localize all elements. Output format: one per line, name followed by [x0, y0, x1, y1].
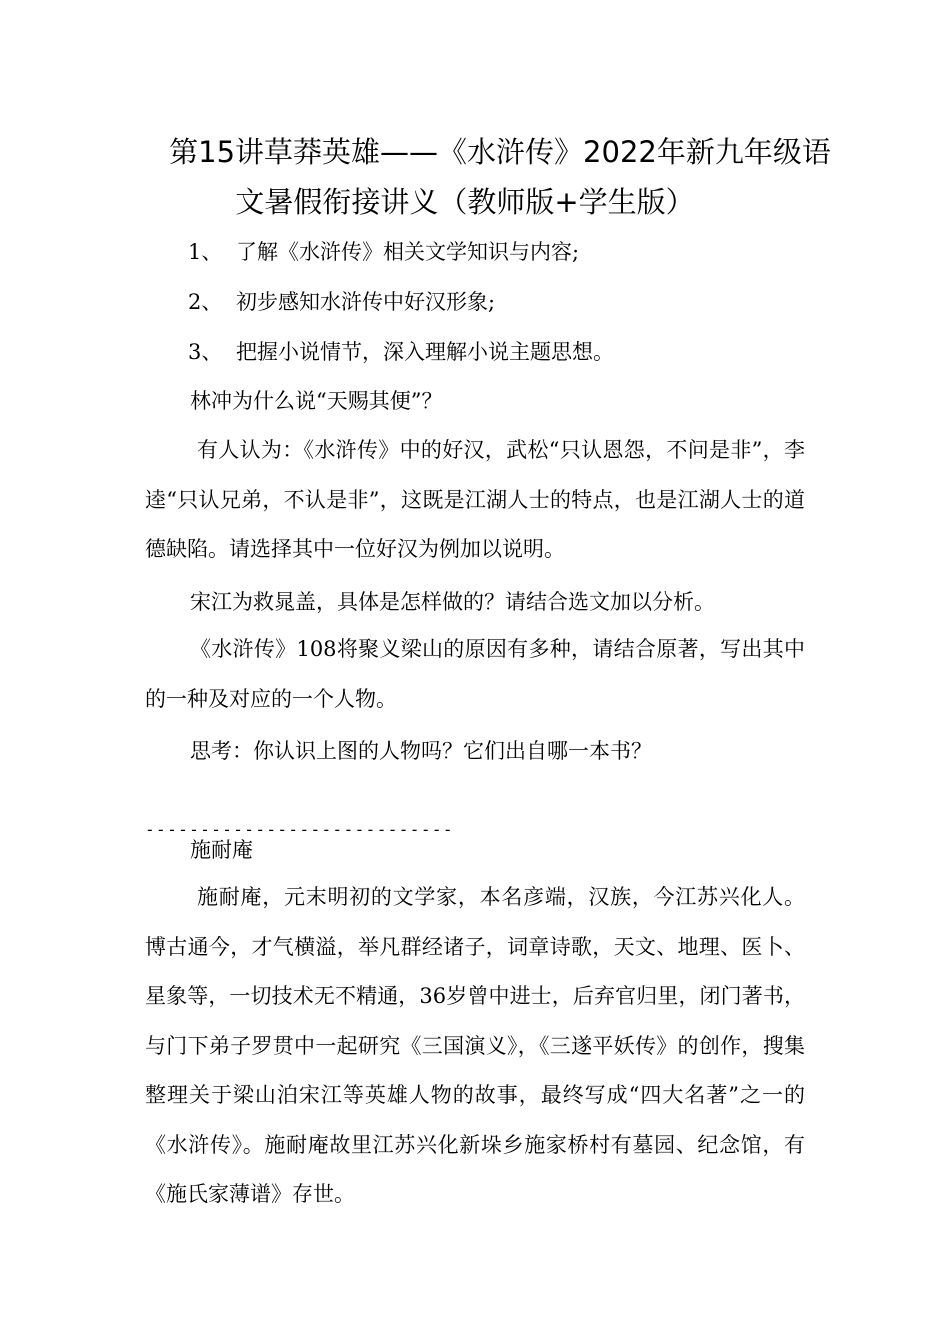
objective-number: 1、: [188, 240, 223, 264]
objective-text: 把握小说情节，深入理解小说主题思想。: [236, 340, 614, 364]
question-3: 宋江为救晁盖，具体是怎样做的？请结合选文加以分析。: [190, 590, 715, 614]
objective-text: 初步感知水浒传中好汉形象;: [236, 290, 496, 314]
author-heading: 施耐庵: [190, 838, 253, 862]
objective-item: [188, 287, 495, 317]
question-4: 《水浒传》108将聚义梁山的原因有多种，请结合原著，写出其中的一种及对应的一个人物。: [145, 637, 805, 711]
document-title-line-1: 第15讲草莽英雄——《水浒传》2022年新九年级语: [169, 135, 831, 169]
objective-item: [188, 237, 579, 267]
document-title-line-2: 文暑假衔接讲义（教师版+学生版）: [235, 185, 695, 219]
author-biography: 施耐庵，元末明初的文学家，本名彦端，汉族，今江苏兴化人。博古通今，才气横溢，举凡群经诸子，词章诗歌，天文、地理、医卜、星象等，一切技术无不精通，36岁曾中进士，后弃官归里，闭门著书，与门下弟子罗贯中一起研究《三国演义》，《三遂平妖传》的创作，搜集整理关于梁山泊宋江等英雄人物的故事，最终写成“四大名著”之一的《水浒传》。施耐庵故里江苏兴化新垛乡施家桥村有墓园、纪念馆，有《施氏家薄谱》存世。: [145, 885, 805, 1206]
question-1: 林冲为什么说“天赐其便”？: [190, 389, 443, 413]
question-5: 思考：你认识上图的人物吗？它们出自哪一本书？: [190, 739, 652, 763]
objective-number: 2、: [188, 290, 223, 314]
objective-number: 3、: [188, 340, 223, 364]
section-separator: ----------------------------: [145, 820, 454, 839]
objective-text: 了解《水浒传》相关文学知识与内容;: [236, 240, 580, 264]
question-2: 有人认为：《水浒传》中的好汉，武松“只认恩怨，不问是非”，李逵“只认兄弟，不认是非”，这既是江湖人士的特点，也是江湖人士的道德缺陷。请选择其中一位好汉为例加以说明。: [145, 438, 805, 561]
objective-item: [188, 337, 614, 367]
